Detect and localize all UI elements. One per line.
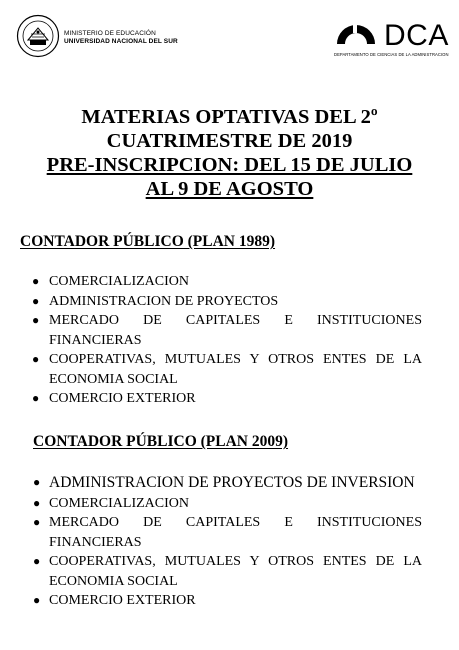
bullet-icon: ● [33, 593, 41, 607]
subject-list [20, 272, 422, 409]
section-heading: CONTADOR PÚBLICO (PLAN 1989) [20, 233, 276, 250]
title-line-1: MATERIAS OPTATIVAS DEL 2º [81, 106, 378, 128]
bullet-icon: ● [32, 352, 40, 366]
document-title [0, 105, 459, 201]
dca-department-label: DEPARTAMENTO DE CIENCIAS DE LA ADMINISTRACION [334, 52, 449, 57]
list-item: ● MERCADO DE CAPITALES E INSTITUCIONES FINANCIERAS [32, 313, 422, 348]
section-plan-1989 [20, 233, 422, 409]
bullet-icon: ● [33, 475, 41, 489]
list-item: ● COMERCIALIZACION [20, 272, 422, 292]
bullet-icon: ● [33, 554, 41, 568]
dca-arc-logo [334, 20, 378, 46]
bullet-icon: ● [32, 391, 40, 405]
section-heading: CONTADOR PÚBLICO (PLAN 2009) [33, 433, 289, 450]
list-item: ● ADMINISTRACION DE PROYECTOS [20, 292, 422, 312]
university-label: UNIVERSIDAD NACIONAL DEL SUR [64, 38, 178, 45]
list-item: ● COMERCIO EXTERIOR [33, 591, 422, 611]
bullet-icon: ● [33, 515, 41, 529]
list-item: ● COOPERATIVAS, MUTUALES Y OTROS ENTES DE LA ECONOMIA SOCIAL [33, 554, 422, 589]
title-line-2: CUATRIMESTRE DE 2019 [106, 130, 353, 152]
ministry-label: MINISTERIO DE EDUCACIÓN [64, 30, 156, 37]
institution-name [64, 30, 178, 46]
bullet-icon: ● [32, 313, 40, 327]
bullet-icon: ● [32, 274, 40, 288]
list-item: ● COMERCIALIZACION [33, 494, 422, 514]
bullet-icon: ● [32, 293, 40, 308]
title-line-4: AL 9 DE AGOSTO [145, 178, 314, 200]
dca-logo-text: DCA [384, 19, 449, 52]
bullet-icon: ● [33, 495, 41, 510]
list-item: ● COOPERATIVAS, MUTUALES Y OTROS ENTES DE LA ECONOMIA SOCIAL [32, 352, 422, 387]
section-plan-2009 [33, 433, 422, 611]
uns-seal-logo [16, 14, 60, 58]
title-line-3: PRE-INSCRIPCION: DEL 15 DE JULIO [46, 154, 413, 176]
subject-list [33, 473, 422, 611]
list-item: ● MERCADO DE CAPITALES E INSTITUCIONES FINANCIERAS [33, 515, 422, 550]
list-item: ● ADMINISTRACION DE PROYECTOS DE INVERSION [33, 474, 415, 491]
list-item: ● COMERCIO EXTERIOR [20, 389, 422, 409]
